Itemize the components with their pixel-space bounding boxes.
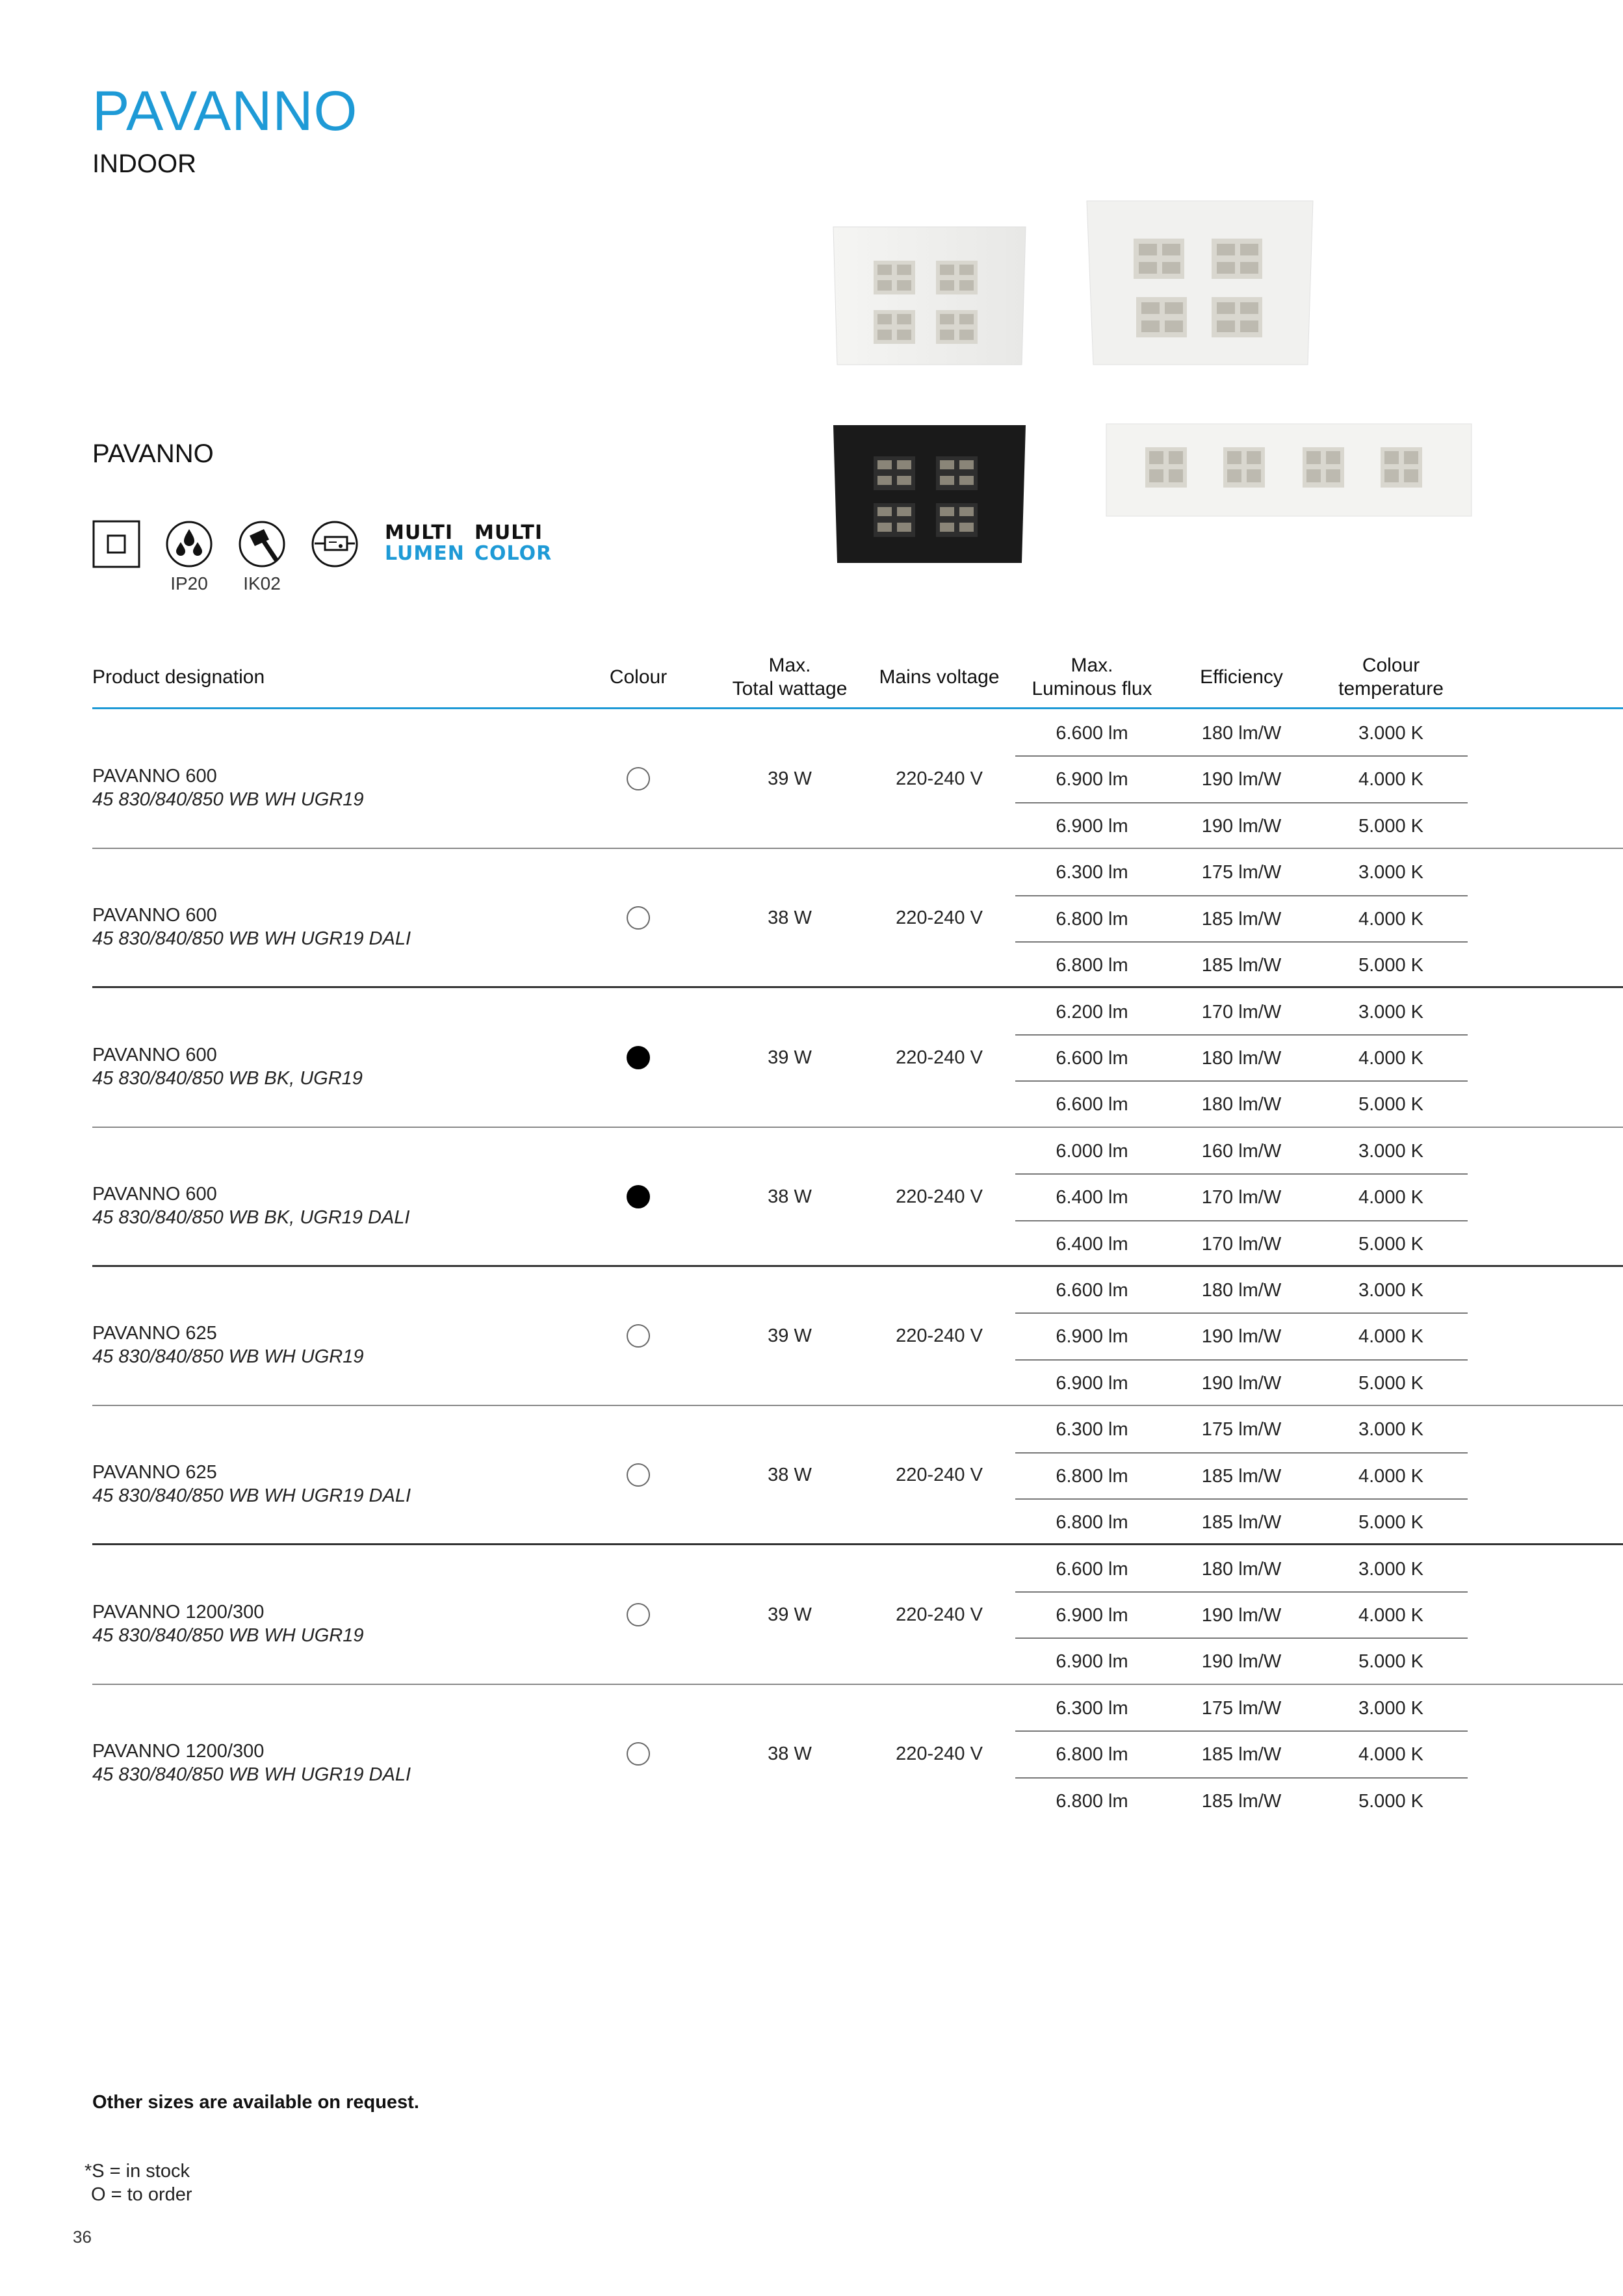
product-name: PAVANNO 600 [92,766,217,787]
table-row [0,1267,1623,1313]
product-photo-white-1200x300 [1105,423,1473,517]
temperature-cell: 5.000 K [1358,1512,1423,1533]
flux-cell: 6.600 lm [1056,723,1128,744]
wattage-cell: 39 W [768,768,812,789]
product-code: 45 830/840/850 WB WH UGR19 DALI [92,1485,411,1507]
table-row [0,1499,1623,1545]
table-row [0,1035,1623,1081]
efficiency-cell: 185 lm/W [1201,908,1282,930]
temperature-cell: 4.000 K [1358,1187,1423,1208]
temperature-cell: 4.000 K [1358,908,1423,930]
temperature-cell: 5.000 K [1358,1233,1423,1255]
product-group [0,1685,1623,1824]
table-row [0,1592,1623,1638]
efficiency-cell: 190 lm/W [1201,1604,1282,1626]
table-row [0,1638,1623,1684]
product-name: PAVANNO 1200/300 [92,1740,265,1762]
product-name: PAVANNO 625 [92,1323,217,1344]
ik02-hammer-icon [238,520,286,568]
temperature-cell: 4.000 K [1358,1326,1423,1348]
product-name: PAVANNO 1200/300 [92,1601,265,1623]
ip-rating-label: IP20 [170,573,208,594]
product-code: 45 830/840/850 WB WH UGR19 DALI [92,928,411,950]
table-row [0,849,1623,895]
product-code: 45 830/840/850 WB WH UGR19 [92,1346,364,1367]
temperature-cell: 4.000 K [1358,1744,1423,1766]
temperature-cell: 5.000 K [1358,1790,1423,1812]
efficiency-cell: 170 lm/W [1201,1187,1282,1208]
temperature-cell: 4.000 K [1358,1604,1423,1626]
efficiency-cell: 170 lm/W [1201,1001,1282,1023]
product-photo-white-600 [832,224,1027,367]
temperature-cell: 3.000 K [1358,723,1423,744]
flux-cell: 6.800 lm [1056,1512,1128,1533]
temperature-cell: 3.000 K [1358,1001,1423,1023]
table-row [0,896,1623,942]
header-colour: Colour [609,666,668,688]
voltage-cell: 220-240 V [896,907,983,929]
table-row [0,1174,1623,1220]
efficiency-cell: 190 lm/W [1201,815,1282,837]
voltage-cell: 220-240 V [896,1743,983,1764]
voltage-cell: 220-240 V [896,768,983,789]
section-title: PAVANNO [92,439,214,468]
page-title: PAVANNO [92,80,358,142]
multi-lumen-top: MULTI [385,521,453,544]
efficiency-cell: 185 lm/W [1201,1744,1282,1766]
flux-cell: 6.600 lm [1056,1094,1128,1115]
table-row [0,1313,1623,1359]
flux-cell: 6.300 lm [1056,1697,1128,1719]
table-row [0,1221,1623,1267]
temperature-cell: 5.000 K [1358,1094,1423,1115]
temperature-cell: 3.000 K [1358,1697,1423,1719]
product-photo-black-600 [832,423,1027,566]
legend-in-stock: *S = in stock [84,2161,190,2182]
product-group [0,1128,1623,1267]
temperature-cell: 4.000 K [1358,1047,1423,1069]
product-name: PAVANNO 600 [92,1183,217,1205]
efficiency-cell: 180 lm/W [1201,1047,1282,1069]
multi-lumen-badge [385,523,465,564]
header-flux-line1: Max. [1071,655,1113,676]
flux-cell: 6.600 lm [1056,1280,1128,1301]
table-row [0,1546,1623,1592]
flux-cell: 6.300 lm [1056,1419,1128,1441]
table-row [0,1453,1623,1499]
legend-to-order: O = to order [91,2184,192,2205]
table-row [0,1731,1623,1777]
efficiency-cell: 160 lm/W [1201,1140,1282,1162]
wattage-cell: 39 W [768,1604,812,1625]
efficiency-cell: 190 lm/W [1201,769,1282,790]
header-voltage: Mains voltage [879,666,1000,688]
table-row [0,1685,1623,1731]
header-rule [92,707,1623,709]
multi-color-top: MULTI [474,521,543,544]
efficiency-cell: 180 lm/W [1201,1280,1282,1301]
temperature-cell: 4.000 K [1358,1465,1423,1487]
product-code: 45 830/840/850 WB WH UGR19 [92,789,364,810]
efficiency-cell: 185 lm/W [1201,1512,1282,1533]
product-name: PAVANNO 600 [92,905,217,926]
flux-cell: 6.600 lm [1056,1047,1128,1069]
voltage-cell: 220-240 V [896,1047,983,1068]
efficiency-cell: 190 lm/W [1201,1326,1282,1348]
product-group [0,849,1623,988]
temperature-cell: 3.000 K [1358,1419,1423,1441]
product-name: PAVANNO 625 [92,1462,217,1483]
wattage-cell: 38 W [768,1186,812,1207]
temperature-cell: 4.000 K [1358,769,1423,790]
ip20-drops-icon [165,520,213,568]
efficiency-cell: 180 lm/W [1201,1094,1282,1115]
wattage-cell: 38 W [768,907,812,929]
efficiency-cell: 190 lm/W [1201,1651,1282,1673]
recessed-driver-icon [311,520,359,568]
product-code: 45 830/840/850 WB WH UGR19 DALI [92,1764,411,1785]
temperature-cell: 3.000 K [1358,1558,1423,1580]
flux-cell: 6.900 lm [1056,1372,1128,1394]
table-row [0,1081,1623,1127]
header-wattage-line1: Max. [768,655,811,676]
flux-cell: 6.000 lm [1056,1140,1128,1162]
header-temp-line2: temperature [1338,678,1444,699]
temperature-cell: 3.000 K [1358,1140,1423,1162]
flux-cell: 6.200 lm [1056,1001,1128,1023]
table-row [0,1360,1623,1406]
flux-cell: 6.300 lm [1056,862,1128,883]
efficiency-cell: 180 lm/W [1201,1558,1282,1580]
product-group [0,1267,1623,1406]
wattage-cell: 38 W [768,1743,812,1764]
table-row [0,942,1623,988]
temperature-cell: 5.000 K [1358,1372,1423,1394]
flux-cell: 6.800 lm [1056,1790,1128,1812]
voltage-cell: 220-240 V [896,1186,983,1207]
square-mount-icon [92,520,140,568]
page-subtitle: INDOOR [92,150,196,178]
flux-cell: 6.600 lm [1056,1558,1128,1580]
header-temp-line1: Colour [1362,655,1420,676]
table-row [0,1128,1623,1174]
multi-color-badge [474,523,552,564]
efficiency-cell: 175 lm/W [1201,1419,1282,1441]
header-wattage-line2: Total wattage [732,678,848,699]
product-code: 45 830/840/850 WB BK, UGR19 DALI [92,1207,410,1228]
multi-lumen-bottom: LUMEN [385,542,465,565]
feature-icons [92,514,612,594]
table-row [0,1406,1623,1452]
header-temperature [1314,654,1468,701]
page-number: 36 [73,2227,92,2247]
efficiency-cell: 185 lm/W [1201,1790,1282,1812]
efficiency-cell: 190 lm/W [1201,1372,1282,1394]
flux-cell: 6.400 lm [1056,1187,1128,1208]
flux-cell: 6.800 lm [1056,955,1128,976]
header-flux-line2: Luminous flux [1032,678,1152,699]
wattage-cell: 39 W [768,1047,812,1068]
header-efficiency: Efficiency [1200,666,1283,688]
product-group [0,710,1623,849]
efficiency-cell: 170 lm/W [1201,1233,1282,1255]
temperature-cell: 3.000 K [1358,862,1423,883]
flux-cell: 6.900 lm [1056,769,1128,790]
product-group [0,989,1623,1128]
table-row [0,803,1623,849]
table-row [0,989,1623,1035]
header-flux [1015,654,1169,701]
header-product: Product designation [92,666,265,688]
product-group [0,1406,1623,1545]
ik-rating-label: IK02 [243,573,281,594]
flux-cell: 6.400 lm [1056,1233,1128,1255]
efficiency-cell: 175 lm/W [1201,1697,1282,1719]
efficiency-cell: 175 lm/W [1201,862,1282,883]
flux-cell: 6.800 lm [1056,1744,1128,1766]
flux-cell: 6.800 lm [1056,908,1128,930]
table-row [0,710,1623,756]
flux-cell: 6.900 lm [1056,1604,1128,1626]
voltage-cell: 220-240 V [896,1465,983,1486]
flux-cell: 6.900 lm [1056,1651,1128,1673]
product-photo-white-625 [1084,198,1316,367]
flux-cell: 6.900 lm [1056,815,1128,837]
footer-note: Other sizes are available on request. [92,2092,419,2113]
multi-color-bottom: COLOR [474,542,552,565]
temperature-cell: 5.000 K [1358,815,1423,837]
wattage-cell: 38 W [768,1465,812,1486]
flux-cell: 6.800 lm [1056,1465,1128,1487]
voltage-cell: 220-240 V [896,1325,983,1346]
stock-legend [84,2159,192,2206]
flux-cell: 6.900 lm [1056,1326,1128,1348]
table-row [0,1778,1623,1824]
header-wattage [715,654,864,701]
temperature-cell: 5.000 K [1358,955,1423,976]
temperature-cell: 3.000 K [1358,1280,1423,1301]
product-code: 45 830/840/850 WB BK, UGR19 [92,1067,363,1089]
product-group [0,1546,1623,1685]
product-name: PAVANNO 600 [92,1044,217,1065]
temperature-cell: 5.000 K [1358,1651,1423,1673]
voltage-cell: 220-240 V [896,1604,983,1625]
efficiency-cell: 180 lm/W [1201,723,1282,744]
wattage-cell: 39 W [768,1325,812,1346]
efficiency-cell: 185 lm/W [1201,955,1282,976]
efficiency-cell: 185 lm/W [1201,1465,1282,1487]
table-row [0,756,1623,802]
product-code: 45 830/840/850 WB WH UGR19 [92,1624,364,1646]
